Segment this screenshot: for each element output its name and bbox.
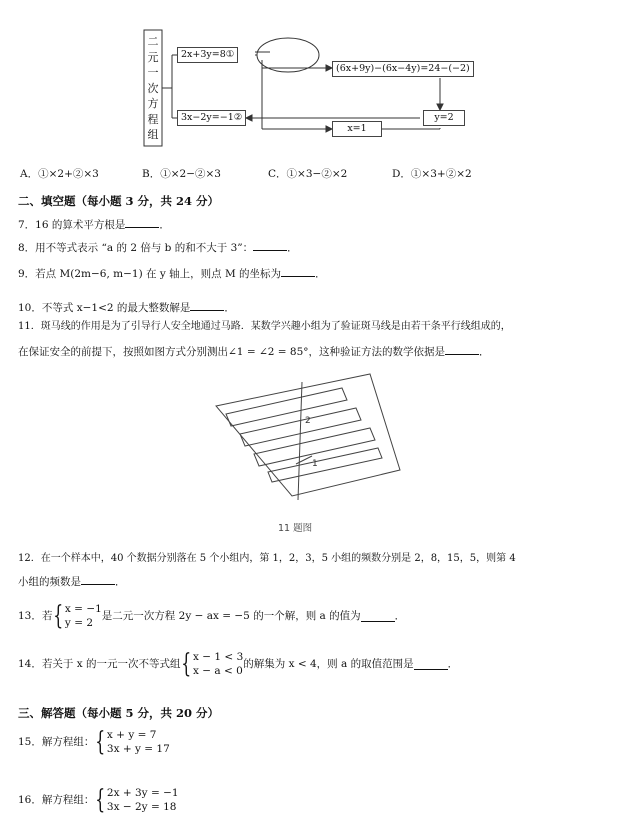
question-8: 8．用不等式表示 “a 的 2 倍与 b 的和不大于 3”： ．	[18, 242, 298, 254]
flowchart-eq1: 2x+3y=8①	[177, 47, 238, 63]
q16-system: 2x + 3y = −1 3x − 2y = 18	[106, 787, 179, 813]
question-12-line1: 12．在一个样本中，40 个数据分别落在 5 个小组内，第 1，2，3，5 小组的频数分别是 2，8，15，5，则第 4	[18, 553, 516, 564]
figure-angle-1-label: 1	[312, 459, 318, 469]
figure-angle-2-label: 2	[305, 416, 311, 426]
question-9: 9．若点 M(2m−6, m−1) 在 y 轴上，则点 M 的坐标为 ．	[18, 268, 326, 280]
flowchart-result-x: x=1	[332, 121, 382, 137]
choice-c: C．①×3−②×2	[268, 168, 348, 180]
question-16: 16．解方程组：{2x + 3y = −1 3x − 2y = 18	[18, 785, 179, 815]
question-7: 7．16 的算术平方根是 ．	[18, 219, 170, 231]
q14-system: x − 1 < 3 x − a < 0	[193, 651, 244, 677]
operation-ellipse	[257, 38, 319, 72]
question-10: 10．不等式 x−1<2 的最大整数解是 ．	[18, 302, 235, 314]
question-12-line2: 小组的频数是 ．	[18, 576, 126, 588]
flowchart-diagram	[0, 0, 619, 160]
question-11-line2: 在保证安全的前提下，按照如图方式分别测出∠1 = ∠2 = 85°，这种验证方法的数学依据是 ．	[18, 346, 490, 358]
choice-d: D．①×3+②×2	[392, 168, 472, 180]
section-3-title: 三、解答题（每小题 5 分，共 20 分）	[18, 706, 220, 720]
question-13: 13．若{x = −1 y = 2是二元一次方程 2y − ax = −5 的一个解，则 a 的值为 ．	[18, 601, 406, 631]
zebra-crossing-figure	[210, 368, 410, 508]
question-11-line1: 11．斑马线的作用是为了引导行人安全地通过马路．某数学兴趣小组为了验证斑马线是由若干条平行线组成的，	[18, 321, 511, 332]
section-2-title: 二、填空题（每小题 3 分，共 24 分）	[18, 194, 220, 208]
choice-b: B．①×2−②×3	[142, 168, 221, 180]
flowchart-eq2: 3x−2y=−1②	[177, 110, 246, 126]
question-15: 15．解方程组：{x + y = 7 3x + y = 17	[18, 727, 170, 757]
question-14: 14．若关于 x 的一元一次不等式组{x − 1 < 3 x − a < 0的解集为 x < 4，则 a 的取值范围是 ．	[18, 649, 459, 679]
flowchart-combined: (6x+9y)−(6x−4y)=24−(−2)	[332, 61, 474, 77]
q13-system: x = −1 y = 2	[64, 603, 102, 629]
figure-caption: 11 题图	[278, 523, 313, 534]
flowchart-result-y: y=2	[423, 110, 465, 126]
flowchart-vertical-label: 二元一次方程组	[147, 35, 159, 141]
choice-a: A．①×2+②×3	[20, 168, 99, 180]
q15-system: x + y = 7 3x + y = 17	[106, 729, 170, 755]
